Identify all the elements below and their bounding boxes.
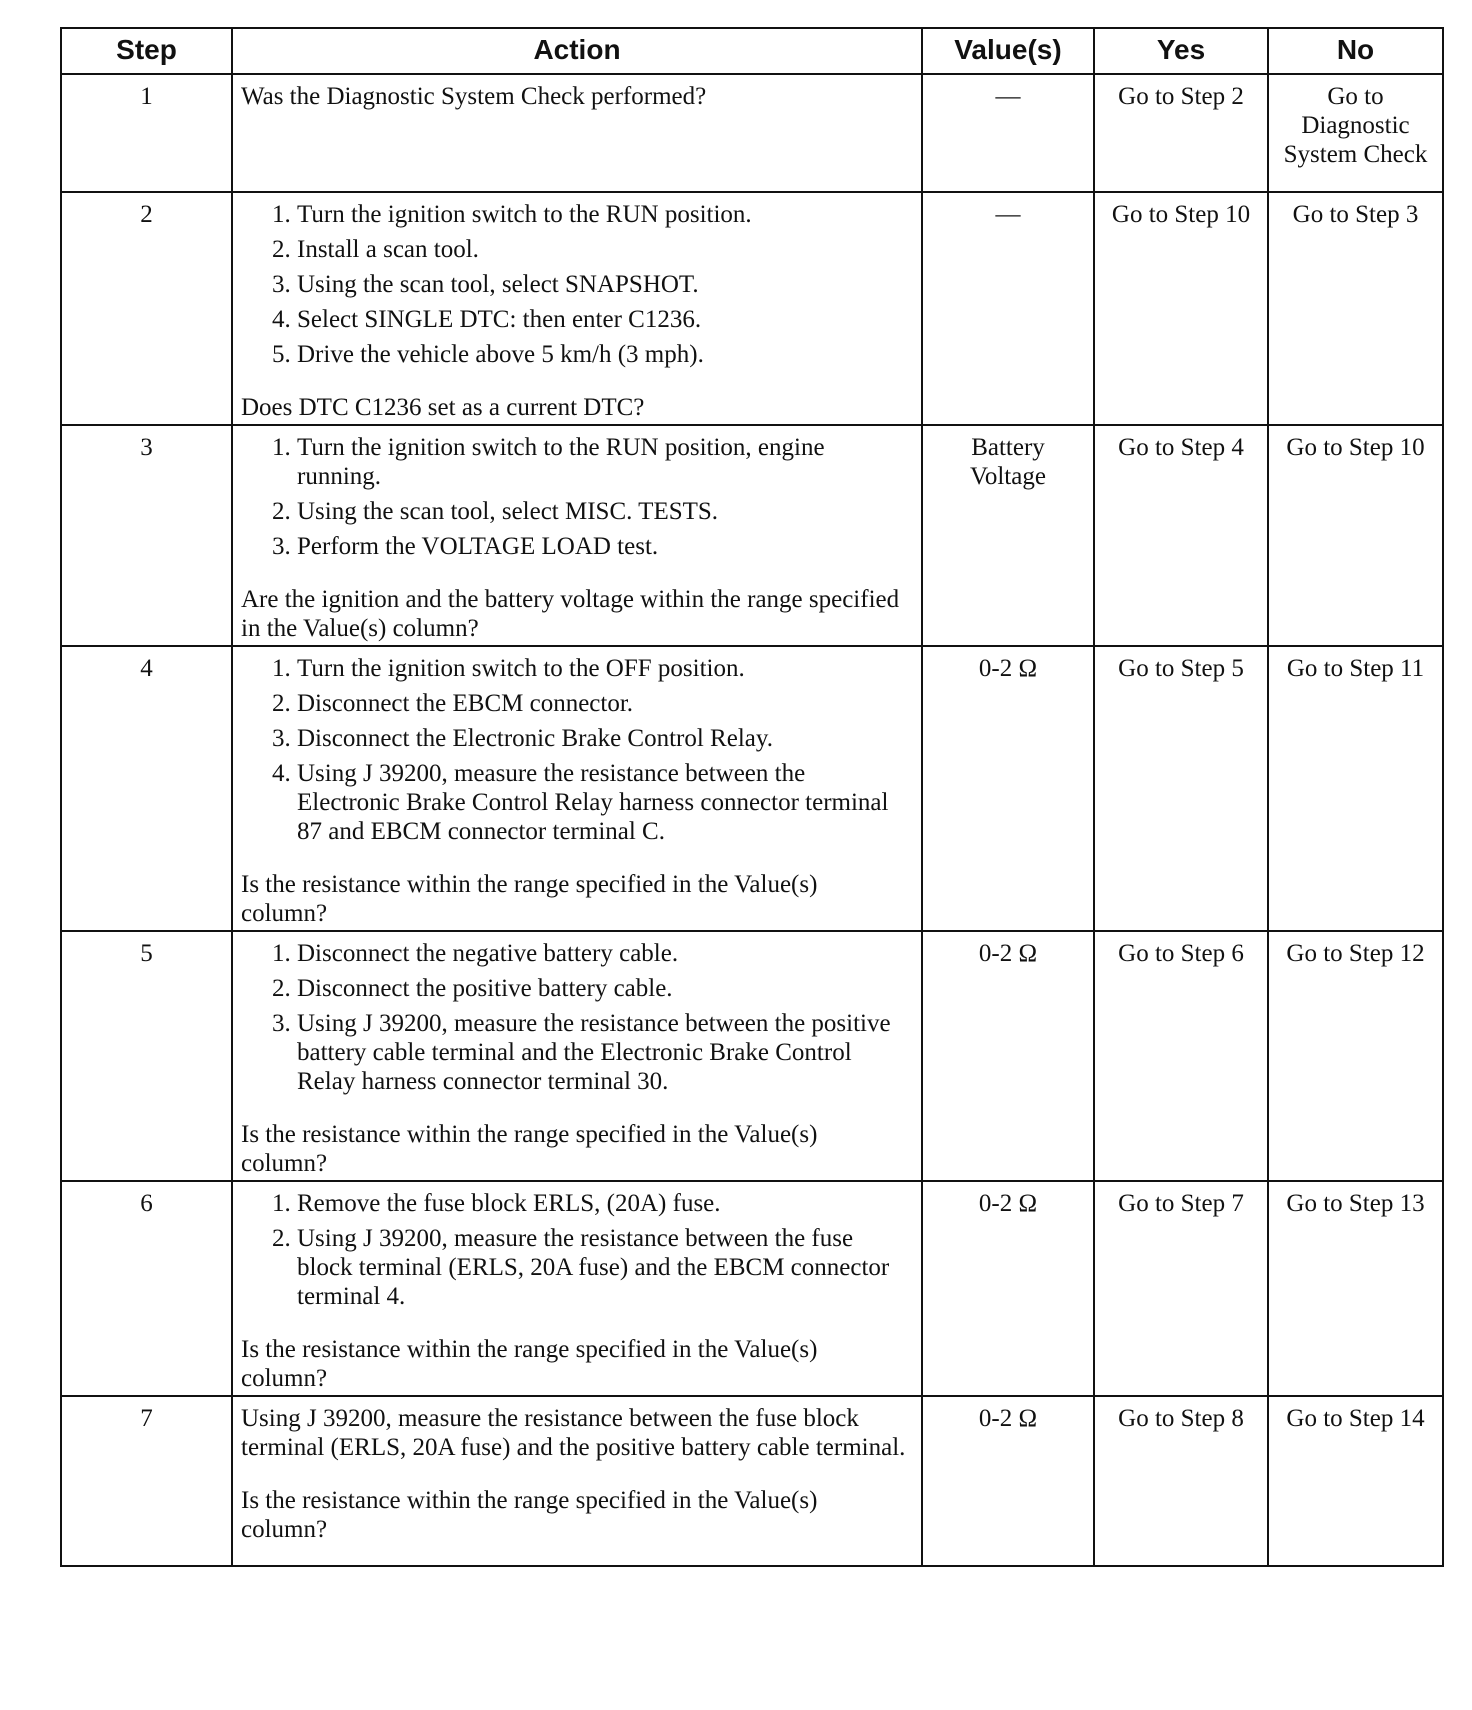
action-step: 2. Using the scan tool, select MISC. TESTS. xyxy=(297,497,907,526)
action-step: 3. Using J 39200, measure the resistance between the positive battery cable terminal and the Electronic Brake Control Relay harness connector terminal 30. xyxy=(297,1009,907,1096)
action-cell xyxy=(232,74,922,192)
step-number: 1 xyxy=(61,74,232,192)
action-step: 4. Using J 39200, measure the resistance between the Electronic Brake Control Relay harness connector terminal 87 and EBCM connector terminal C. xyxy=(297,759,907,846)
action-step: 1. Remove the fuse block ERLS, (20A) fuse. xyxy=(297,1189,907,1218)
action-question: Is the resistance within the range specified in the Value(s) column? xyxy=(241,1487,818,1543)
action-steps xyxy=(241,939,907,1096)
table-row xyxy=(61,1396,1443,1566)
header-no: No xyxy=(1268,28,1443,74)
action-cell xyxy=(232,1396,922,1566)
action-intro: Using J 39200, measure the resistance between the fuse block terminal (ERLS, 20A fuse) and the positive battery cable terminal. xyxy=(241,1405,906,1461)
value-cell: 0-2 Ω xyxy=(922,1396,1094,1566)
value-cell: 0-2 Ω xyxy=(922,1181,1094,1396)
action-cell xyxy=(232,425,922,646)
action-intro: Was the Diagnostic System Check performed? xyxy=(241,83,707,110)
diagnostic-table xyxy=(60,27,1444,1567)
value-cell: 0-2 Ω xyxy=(922,646,1094,931)
yes-cell: Go to Step 2 xyxy=(1094,74,1268,192)
table-row xyxy=(61,74,1443,192)
header-step: Step xyxy=(61,28,232,74)
action-question: Is the resistance within the range specified in the Value(s) column? xyxy=(241,1121,818,1177)
action-step: 1. Disconnect the negative battery cable. xyxy=(297,939,907,968)
step-number: 5 xyxy=(61,931,232,1181)
no-cell: Go to Step 14 xyxy=(1268,1396,1443,1566)
value-cell: 0-2 Ω xyxy=(922,931,1094,1181)
step-number: 2 xyxy=(61,192,232,425)
step-number: 4 xyxy=(61,646,232,931)
action-step: 2. Install a scan tool. xyxy=(297,235,907,264)
step-number: 6 xyxy=(61,1181,232,1396)
action-steps xyxy=(241,433,907,561)
action-cell xyxy=(232,192,922,425)
no-cell: Go to Step 13 xyxy=(1268,1181,1443,1396)
action-question: Are the ignition and the battery voltage within the range specified in the Value(s) column? xyxy=(241,586,900,642)
action-step: 2. Disconnect the positive battery cable. xyxy=(297,974,907,1003)
action-step: 3. Disconnect the Electronic Brake Control Relay. xyxy=(297,724,907,753)
action-step: 2. Using J 39200, measure the resistance between the fuse block terminal (ERLS, 20A fuse) and the EBCM connector terminal 4. xyxy=(297,1224,907,1311)
action-step: 3. Perform the VOLTAGE LOAD test. xyxy=(297,532,907,561)
yes-cell: Go to Step 4 xyxy=(1094,425,1268,646)
yes-cell: Go to Step 5 xyxy=(1094,646,1268,931)
table-row xyxy=(61,1181,1443,1396)
action-cell xyxy=(232,931,922,1181)
table-row xyxy=(61,425,1443,646)
action-step: 5. Drive the vehicle above 5 km/h (3 mph). xyxy=(297,340,907,369)
action-step: 1. Turn the ignition switch to the OFF position. xyxy=(297,654,907,683)
value-cell: Battery Voltage xyxy=(922,425,1094,646)
yes-cell: Go to Step 7 xyxy=(1094,1181,1268,1396)
header-action: Action xyxy=(232,28,922,74)
action-cell xyxy=(232,1181,922,1396)
yes-cell: Go to Step 6 xyxy=(1094,931,1268,1181)
header-values: Value(s) xyxy=(922,28,1094,74)
no-cell: Go to Step 10 xyxy=(1268,425,1443,646)
yes-cell: Go to Step 8 xyxy=(1094,1396,1268,1566)
action-question: Is the resistance within the range specified in the Value(s) column? xyxy=(241,1336,818,1392)
no-cell: Go to Step 3 xyxy=(1268,192,1443,425)
action-cell xyxy=(232,646,922,931)
table-row xyxy=(61,646,1443,931)
table-row xyxy=(61,192,1443,425)
header-yes: Yes xyxy=(1094,28,1268,74)
table-body xyxy=(61,74,1443,1566)
no-cell: Go to Step 11 xyxy=(1268,646,1443,931)
value-cell: — xyxy=(922,74,1094,192)
action-steps xyxy=(241,200,907,369)
table-header xyxy=(61,28,1443,74)
step-number: 3 xyxy=(61,425,232,646)
no-cell: Go to Step 12 xyxy=(1268,931,1443,1181)
header-row xyxy=(61,28,1443,74)
action-question: Does DTC C1236 set as a current DTC? xyxy=(241,394,645,421)
action-step: 4. Select SINGLE DTC: then enter C1236. xyxy=(297,305,907,334)
action-step: 3. Using the scan tool, select SNAPSHOT. xyxy=(297,270,907,299)
action-step: 1. Turn the ignition switch to the RUN position. xyxy=(297,200,907,229)
action-steps xyxy=(241,654,907,846)
action-question: Is the resistance within the range specified in the Value(s) column? xyxy=(241,871,818,927)
value-cell: — xyxy=(922,192,1094,425)
action-step: 2. Disconnect the EBCM connector. xyxy=(297,689,907,718)
action-steps xyxy=(241,1189,907,1311)
table-row xyxy=(61,931,1443,1181)
step-number: 7 xyxy=(61,1396,232,1566)
no-cell: Go to Diagnostic System Check xyxy=(1268,74,1443,192)
action-step: 1. Turn the ignition switch to the RUN position, engine running. xyxy=(297,433,907,491)
yes-cell: Go to Step 10 xyxy=(1094,192,1268,425)
